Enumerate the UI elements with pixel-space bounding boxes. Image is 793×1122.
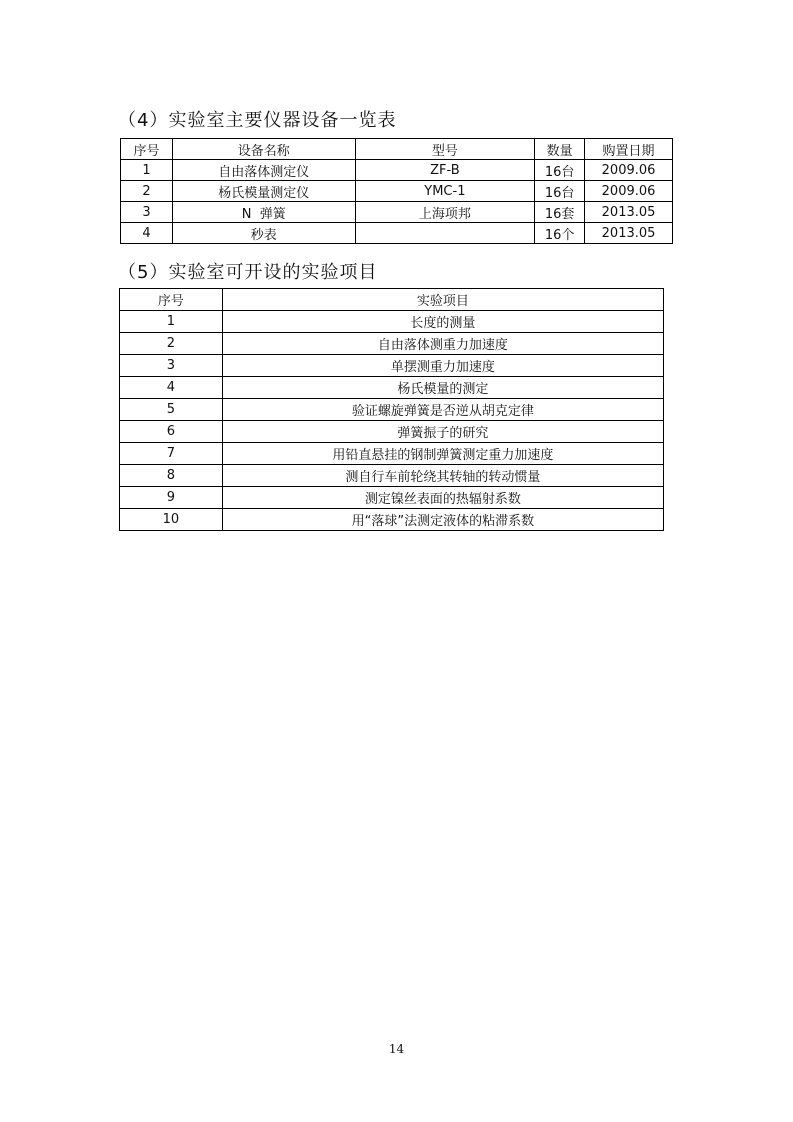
header-cell: 序号	[121, 139, 173, 160]
experiment-projects-table	[119, 288, 664, 531]
cell-experiment: 杨氏模量的测定	[222, 377, 663, 399]
table-row	[121, 160, 673, 181]
equipment-table	[120, 138, 673, 244]
table-row	[120, 355, 664, 377]
cell-purchase-date: 2009.06	[585, 160, 673, 181]
table-header-row	[121, 139, 673, 160]
cell-quantity: 16套	[535, 202, 585, 223]
table-row	[121, 223, 673, 244]
header-cell: 实验项目	[222, 289, 663, 311]
cell-purchase-date: 2009.06	[585, 181, 673, 202]
cell-index: 8	[120, 465, 223, 487]
cell-index: 3	[121, 202, 173, 223]
cell-index: 6	[120, 421, 223, 443]
header-cell: 序号	[120, 289, 223, 311]
cell-index: 9	[120, 487, 223, 509]
cell-model: ZF-B	[355, 160, 535, 181]
cell-experiment: 用“落球”法测定液体的粘滞系数	[222, 509, 663, 531]
table-row	[120, 377, 664, 399]
cell-experiment: 自由落体测重力加速度	[222, 333, 663, 355]
cell-equipment-name: 自由落体测定仪	[172, 160, 355, 181]
table-row	[120, 443, 664, 465]
header-cell: 设备名称	[172, 139, 355, 160]
cell-experiment: 单摆测重力加速度	[222, 355, 663, 377]
cell-experiment: 验证螺旋弹簧是否逆从胡克定律	[222, 399, 663, 421]
cell-index: 1	[121, 160, 173, 181]
cell-index: 4	[121, 223, 173, 244]
table-row	[121, 202, 673, 223]
table-row	[120, 333, 664, 355]
section-4-heading: （4）实验室主要仪器设备一览表	[118, 110, 397, 131]
cell-equipment-name: 杨氏模量测定仪	[172, 181, 355, 202]
cell-index: 2	[121, 181, 173, 202]
cell-experiment: 测定镍丝表面的热辐射系数	[222, 487, 663, 509]
section-5-heading: （5）实验室可开设的实验项目	[118, 262, 378, 283]
cell-experiment: 长度的测量	[222, 311, 663, 333]
cell-model: YMC-1	[355, 181, 535, 202]
cell-quantity: 16台	[535, 181, 585, 202]
cell-index: 5	[120, 399, 223, 421]
table-row	[120, 509, 664, 531]
cell-index: 7	[120, 443, 223, 465]
cell-model	[355, 223, 535, 244]
table-row	[121, 181, 673, 202]
cell-experiment: 测自行车前轮绕其转轴的转动惯量	[222, 465, 663, 487]
cell-purchase-date: 2013.05	[585, 223, 673, 244]
header-cell: 购置日期	[585, 139, 673, 160]
cell-purchase-date: 2013.05	[585, 202, 673, 223]
cell-index: 10	[120, 509, 223, 531]
cell-experiment: 弹簧振子的研究	[222, 421, 663, 443]
cell-index: 4	[120, 377, 223, 399]
cell-index: 3	[120, 355, 223, 377]
table-row	[120, 487, 664, 509]
cell-model: 上海项邦	[355, 202, 535, 223]
table-row	[120, 399, 664, 421]
cell-experiment: 用铅直悬挂的钢制弹簧测定重力加速度	[222, 443, 663, 465]
table-header-row	[120, 289, 664, 311]
header-cell: 数量	[535, 139, 585, 160]
cell-index: 2	[120, 333, 223, 355]
page-number: 14	[388, 1042, 405, 1056]
cell-equipment-name: 秒表	[172, 223, 355, 244]
cell-equipment-name: N 弹簧	[172, 202, 355, 223]
cell-index: 1	[120, 311, 223, 333]
table-row	[120, 465, 664, 487]
table-row	[120, 311, 664, 333]
table-row	[120, 421, 664, 443]
cell-quantity: 16台	[535, 160, 585, 181]
header-cell: 型号	[355, 139, 535, 160]
cell-quantity: 16个	[535, 223, 585, 244]
